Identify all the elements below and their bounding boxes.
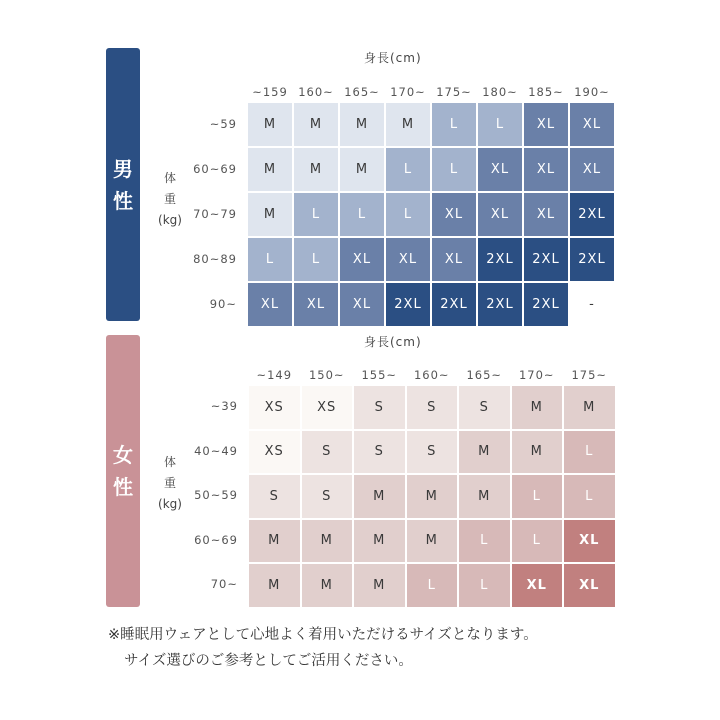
men-size-cell: L xyxy=(293,192,339,237)
men-size-cell: 2XL xyxy=(477,237,523,282)
men-size-cell: M xyxy=(293,102,339,147)
women-size-cell: L xyxy=(563,474,616,519)
women-size-cell: M xyxy=(248,563,301,608)
women-label-char-1: 女 xyxy=(113,443,133,467)
women-weight-header: 70~ xyxy=(210,577,238,592)
women-size-cell: M xyxy=(353,519,406,564)
women-size-cell: L xyxy=(563,430,616,475)
men-size-cell: 2XL xyxy=(385,282,431,327)
men-size-cell: - xyxy=(569,282,615,327)
men-weight-title-1: 体 xyxy=(163,171,176,185)
women-size-cell: XS xyxy=(301,385,354,430)
men-size-cell: XL xyxy=(569,102,615,147)
women-size-cell: M xyxy=(301,563,354,608)
men-size-cell: L xyxy=(477,102,523,147)
women-weight-title-2: 重 xyxy=(163,476,176,490)
women-height-header: 150~ xyxy=(308,368,345,382)
men-height-header: ~159 xyxy=(252,85,288,99)
women-size-cell: M xyxy=(248,519,301,564)
men-size-cell: XL xyxy=(523,102,569,147)
women-size-cell: L xyxy=(406,563,459,608)
men-size-cell: M xyxy=(293,147,339,192)
men-size-cell: M xyxy=(247,102,293,147)
women-weight-header: 60~69 xyxy=(194,532,238,547)
women-height-header: 175~ xyxy=(571,368,608,382)
men-size-cell: 2XL xyxy=(477,282,523,327)
men-weight-title-3: (kg) xyxy=(158,213,182,227)
men-weight-header: 80~89 xyxy=(193,251,237,266)
women-height-header: 170~ xyxy=(518,368,555,382)
men-weight-header: 70~79 xyxy=(193,206,237,221)
men-size-cell: L xyxy=(385,192,431,237)
men-size-cell: XL xyxy=(385,237,431,282)
men-weight-header: 60~69 xyxy=(193,161,237,176)
women-height-header: 160~ xyxy=(413,368,450,382)
men-weight-header: 90~ xyxy=(209,296,237,311)
men-section-label xyxy=(106,48,140,321)
women-size-cell: M xyxy=(458,474,511,519)
women-size-cell: L xyxy=(511,474,564,519)
men-size-cell: XL xyxy=(477,192,523,237)
men-weight-title xyxy=(152,168,188,231)
men-size-cell: M xyxy=(339,102,385,147)
women-height-title: 身長(cm) xyxy=(364,335,422,349)
women-size-cell: M xyxy=(511,385,564,430)
men-size-cell: L xyxy=(431,102,477,147)
men-size-cell: M xyxy=(247,192,293,237)
men-size-cell: 2XL xyxy=(523,282,569,327)
women-size-cell: L xyxy=(458,519,511,564)
men-size-cell: L xyxy=(385,147,431,192)
women-weight-header: ~39 xyxy=(210,399,238,414)
women-size-cell: M xyxy=(301,519,354,564)
women-size-cell: XL xyxy=(563,563,616,608)
men-height-header: 190~ xyxy=(574,85,610,99)
women-weight-header: 50~59 xyxy=(194,488,238,503)
men-size-cell: XL xyxy=(523,147,569,192)
men-size-cell: XL xyxy=(431,237,477,282)
footnote-line-2: サイズ選びのご参考としてご活用ください。 xyxy=(124,653,413,669)
men-size-cell: L xyxy=(431,147,477,192)
men-weight-title-2: 重 xyxy=(163,192,176,206)
women-size-cell: XS xyxy=(248,430,301,475)
men-size-cell: L xyxy=(293,237,339,282)
women-size-cell: S xyxy=(301,474,354,519)
men-size-cell: XL xyxy=(339,282,385,327)
men-size-cell: XL xyxy=(339,237,385,282)
men-size-cell: M xyxy=(339,147,385,192)
women-size-cell: S xyxy=(458,385,511,430)
women-size-cell: M xyxy=(406,519,459,564)
women-size-cell: M xyxy=(406,474,459,519)
men-height-header: 170~ xyxy=(390,85,426,99)
men-height-header: 180~ xyxy=(482,85,518,99)
men-label-char-2: 性 xyxy=(113,188,133,213)
men-size-cell: XL xyxy=(247,282,293,327)
men-size-cell: XL xyxy=(523,192,569,237)
women-size-cell: S xyxy=(301,430,354,475)
women-size-cell: XS xyxy=(248,385,301,430)
men-size-cell: XL xyxy=(293,282,339,327)
women-size-cell: S xyxy=(406,430,459,475)
men-size-cell: M xyxy=(247,147,293,192)
men-size-cell: 2XL xyxy=(569,192,615,237)
men-size-cell: 2XL xyxy=(523,237,569,282)
women-height-header: 155~ xyxy=(361,368,398,382)
women-weight-header: 40~49 xyxy=(194,443,238,458)
women-size-cell: M xyxy=(563,385,616,430)
men-size-cell: 2XL xyxy=(431,282,477,327)
women-size-cell: XL xyxy=(563,519,616,564)
men-height-header: 175~ xyxy=(436,85,472,99)
women-label-char-2: 性 xyxy=(113,475,133,499)
women-size-cell: XL xyxy=(511,563,564,608)
men-size-cell: L xyxy=(339,192,385,237)
men-size-cell: M xyxy=(385,102,431,147)
men-height-header: 165~ xyxy=(344,85,380,99)
women-section-label xyxy=(106,335,140,607)
women-weight-title-3: (kg) xyxy=(158,497,182,511)
women-size-cell: S xyxy=(406,385,459,430)
men-size-cell: XL xyxy=(569,147,615,192)
men-height-title: 身長(cm) xyxy=(364,51,422,65)
women-height-header: ~149 xyxy=(256,368,293,382)
footnote xyxy=(108,622,668,674)
women-weight-title xyxy=(152,452,188,515)
women-size-cell: M xyxy=(511,430,564,475)
women-size-cell: L xyxy=(458,563,511,608)
women-size-cell: S xyxy=(353,385,406,430)
men-size-cell: XL xyxy=(431,192,477,237)
men-weight-header: ~59 xyxy=(209,116,237,131)
women-weight-title-1: 体 xyxy=(163,455,176,469)
women-size-cell: S xyxy=(353,430,406,475)
men-size-cell: 2XL xyxy=(569,237,615,282)
women-size-cell: S xyxy=(248,474,301,519)
men-size-cell: L xyxy=(247,237,293,282)
men-size-cell: XL xyxy=(477,147,523,192)
footnote-line-1: ※睡眠用ウェアとして心地よく着用いただけるサイズとなります。 xyxy=(108,627,538,643)
men-height-header: 160~ xyxy=(298,85,334,99)
men-label-char-1: 男 xyxy=(113,156,133,181)
women-size-cell: M xyxy=(458,430,511,475)
women-size-cell: M xyxy=(353,563,406,608)
women-size-cell: M xyxy=(353,474,406,519)
women-height-header: 165~ xyxy=(466,368,503,382)
men-height-header: 185~ xyxy=(528,85,564,99)
women-size-cell: L xyxy=(511,519,564,564)
